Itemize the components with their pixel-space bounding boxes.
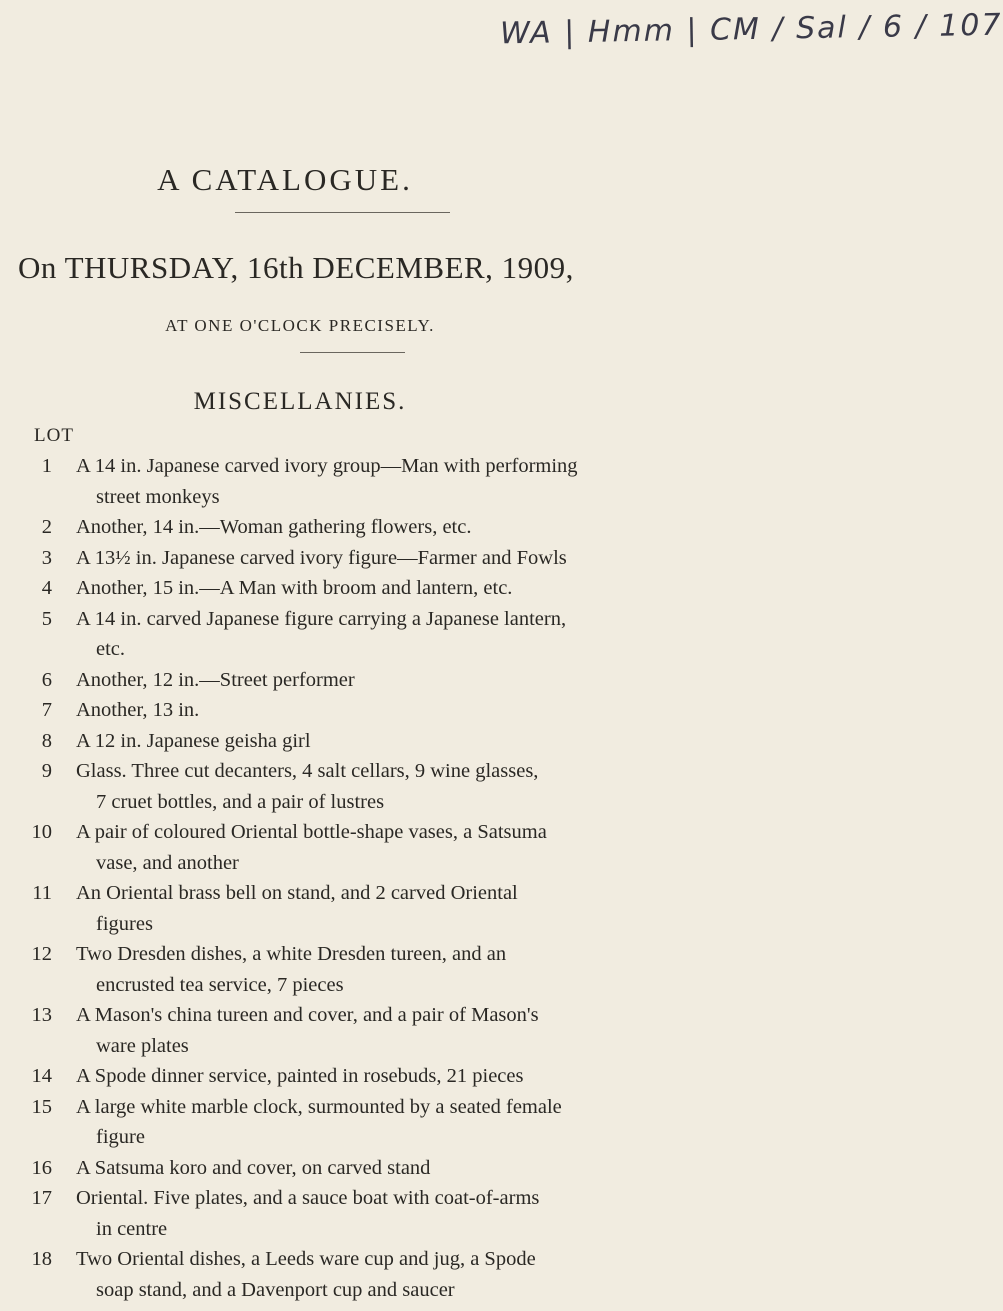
lot-description-line: Oriental. Five plates, and a sauce boat with coat-of-arms xyxy=(76,1187,540,1209)
lot-item xyxy=(0,512,800,543)
lot-description xyxy=(76,756,740,817)
lot-item xyxy=(0,939,800,1000)
lot-number: 5 xyxy=(41,607,52,630)
lot-description xyxy=(76,1061,740,1092)
lot-description-line: Glass. Three cut decanters, 4 salt cellars, 9 wine glasses, xyxy=(76,760,539,782)
handwritten-annotation: WA | Hmm | CM / Sal / 6 / 107 xyxy=(499,7,1003,52)
lot-item xyxy=(0,665,800,696)
lot-item xyxy=(0,726,800,757)
lot-description-line: A pair of coloured Oriental bottle-shape vases, a Satsuma xyxy=(76,821,547,843)
lot-column-heading: LOT xyxy=(34,425,74,446)
lot-description xyxy=(76,1000,740,1061)
lot-description-continuation: etc. xyxy=(96,638,126,660)
lot-description-line: An Oriental brass bell on stand, and 2 carved Oriental xyxy=(76,882,518,904)
lot-item xyxy=(0,451,800,512)
lot-number: 10 xyxy=(31,821,52,843)
lot-number: 17 xyxy=(31,1187,52,1209)
lot-number: 14 xyxy=(31,1065,52,1087)
lot-description xyxy=(76,1183,740,1244)
sale-date: On THURSDAY, 16th DECEMBER, 1909, xyxy=(18,250,574,285)
lot-description-continuation: figures xyxy=(96,912,153,935)
lot-number: 15 xyxy=(31,1095,52,1118)
lot-number: 11 xyxy=(32,882,52,904)
lot-item xyxy=(0,1153,800,1184)
lot-number: 8 xyxy=(41,729,52,752)
time-divider xyxy=(300,352,405,353)
lot-number: 2 xyxy=(41,516,52,538)
lot-description-line: Another, 13 in. xyxy=(76,699,200,721)
lot-description-continuation: encrusted tea service, 7 pieces xyxy=(96,973,344,996)
lot-number: 16 xyxy=(31,1156,52,1179)
lot-description xyxy=(76,939,740,1000)
lot-number: 9 xyxy=(41,760,52,782)
lot-description xyxy=(76,1153,740,1184)
lot-item xyxy=(0,817,800,878)
lot-description xyxy=(76,1092,740,1153)
lot-description-line: A large white marble clock, surmounted by a seated female xyxy=(76,1095,562,1118)
lot-number: 7 xyxy=(41,699,52,721)
lot-list xyxy=(0,451,800,1305)
lot-description-continuation: 7 cruet bottles, and a pair of lustres xyxy=(96,790,385,813)
lot-description-line: A 14 in. Japanese carved ivory group—Man with performing xyxy=(76,455,578,477)
lot-number: 4 xyxy=(41,577,52,599)
lot-item xyxy=(0,878,800,939)
lot-description xyxy=(76,878,740,939)
lot-description xyxy=(76,695,740,726)
lot-description-line: A Mason's china tureen and cover, and a pair of Mason's xyxy=(76,1004,539,1026)
lot-description-line: A 13½ in. Japanese carved ivory figure—Farmer and Fowls xyxy=(76,546,567,569)
lot-description-line: Two Oriental dishes, a Leeds ware cup and jug, a Spode xyxy=(76,1248,536,1270)
lot-item xyxy=(0,1244,800,1305)
lot-item xyxy=(0,1183,800,1244)
lot-description-line: A Spode dinner service, painted in rosebuds, 21 pieces xyxy=(76,1065,524,1087)
lot-item xyxy=(0,1092,800,1153)
lot-number: 13 xyxy=(31,1004,52,1026)
lot-number: 3 xyxy=(41,546,52,569)
lot-description xyxy=(76,665,740,696)
lot-number: 1 xyxy=(41,455,52,477)
lot-description xyxy=(76,817,740,878)
lot-description xyxy=(76,726,740,757)
lot-description-continuation: in centre xyxy=(96,1217,168,1240)
lot-description-line: Another, 14 in.—Woman gathering flowers, etc. xyxy=(76,516,472,538)
lot-description-line: A Satsuma koro and cover, on carved stand xyxy=(76,1156,431,1179)
lot-description xyxy=(76,451,740,512)
lot-description-continuation: figure xyxy=(96,1126,145,1148)
lot-description-line: A 14 in. carved Japanese figure carrying a Japanese lantern, xyxy=(76,607,567,630)
lot-item xyxy=(0,695,800,726)
lot-description-line: A 12 in. Japanese geisha girl xyxy=(76,729,311,752)
lot-item xyxy=(0,573,800,604)
lot-description-continuation: ware plates xyxy=(96,1034,189,1057)
lot-description-continuation: vase, and another xyxy=(96,851,239,874)
lot-item xyxy=(0,1061,800,1092)
lot-number: 6 xyxy=(41,668,52,691)
lot-number: 18 xyxy=(31,1248,52,1270)
lot-description-line: Two Dresden dishes, a white Dresden tureen, and an xyxy=(76,943,507,965)
lot-description-continuation: street monkeys xyxy=(96,485,220,508)
lot-number: 12 xyxy=(31,943,52,965)
title-divider xyxy=(235,212,450,213)
lot-item xyxy=(0,543,800,574)
lot-description-line: Another, 15 in.—A Man with broom and lantern, etc. xyxy=(76,577,513,599)
page-title: A CATALOGUE. xyxy=(157,162,413,197)
lot-description xyxy=(76,604,740,665)
lot-item xyxy=(0,756,800,817)
sale-time: AT ONE O'CLOCK PRECISELY. xyxy=(165,316,435,335)
section-heading: MISCELLANIES. xyxy=(193,388,407,415)
lot-description-continuation: soap stand, and a Davenport cup and saucer xyxy=(96,1278,455,1301)
lot-description xyxy=(76,573,740,604)
lot-description xyxy=(76,1244,740,1305)
lot-item xyxy=(0,1000,800,1061)
lot-description xyxy=(76,512,740,543)
lot-description-line: Another, 12 in.—Street performer xyxy=(76,668,355,691)
lot-item xyxy=(0,604,800,665)
lot-description xyxy=(76,543,740,574)
